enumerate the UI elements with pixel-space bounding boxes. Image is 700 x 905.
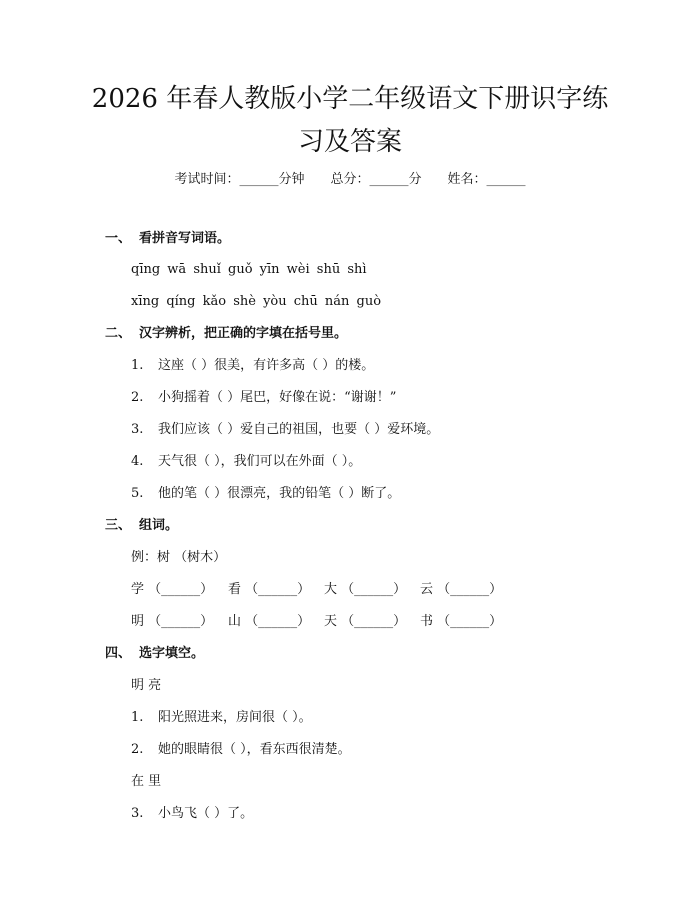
question-number: 3.	[131, 422, 144, 437]
question-item	[131, 453, 361, 471]
question-item	[131, 389, 396, 407]
pinyin-line-1: qīng wā shuǐ guǒ yīn wèi shū shì	[131, 262, 367, 277]
word-blank: 山 （______）	[228, 614, 311, 629]
title-line-1: 2026 年春人教版小学二年级语文下册识字练	[91, 84, 609, 114]
question-item	[131, 805, 253, 823]
question-text: 小鸟飞（ ）了。	[158, 806, 254, 821]
question-text: 天气很（ ），我们可以在外面（ ）。	[158, 454, 362, 469]
question-item	[131, 709, 312, 727]
question-number: 1.	[131, 358, 144, 373]
pinyin-line-2: xīng qíng kǎo shè yòu chū nán guò	[131, 294, 382, 309]
section-number: 二、	[105, 326, 132, 341]
section-title: 看拼音写词语。	[139, 231, 231, 246]
section-number: 四、	[105, 646, 132, 661]
word-blank: 天 （______）	[324, 614, 407, 629]
question-item	[131, 421, 439, 439]
section-number: 一、	[105, 231, 132, 246]
question-item	[131, 485, 400, 503]
question-item	[131, 357, 374, 375]
question-text: 我们应该（ ）爱自己的祖国，也要（ ）爱环境。	[158, 422, 440, 437]
word-blank: 看 （______）	[228, 582, 311, 597]
example-line: 例：树 （树木）	[131, 550, 227, 565]
exam-info	[0, 168, 700, 187]
section-number: 三、	[105, 518, 132, 533]
word-blank: 云 （______）	[420, 582, 503, 597]
question-text: 她的眼睛很（ ），看东西很清楚。	[158, 742, 351, 757]
section-1-heading	[105, 230, 230, 248]
word-choice-group: 在 里	[131, 774, 162, 789]
question-number: 4.	[131, 454, 144, 469]
word-blank: 大 （______）	[324, 582, 407, 597]
section-title: 汉字辨析，把正确的字填在括号里。	[139, 326, 348, 341]
exam-time: 考试时间：______分钟	[174, 172, 305, 187]
question-number: 2.	[131, 390, 144, 405]
section-2-heading	[105, 325, 347, 343]
word-blank: 明 （______）	[131, 614, 214, 629]
section-3-heading	[105, 517, 178, 535]
question-text: 这座（ ）很美，有许多高（ ）的楼。	[158, 358, 375, 373]
section-title: 选字填空。	[139, 646, 205, 661]
question-text: 小狗摇着（ ）尾巴，好像在说：“谢谢！”	[158, 390, 397, 405]
question-item	[131, 741, 351, 759]
question-text: 阳光照进来，房间很（ ）。	[158, 710, 312, 725]
question-number: 3.	[131, 806, 144, 821]
document-title	[60, 78, 640, 164]
total-score: 总分：______分	[330, 172, 422, 187]
section-title: 组词。	[139, 518, 179, 533]
title-line-2: 习及答案	[297, 127, 402, 157]
word-choice-group: 明 亮	[131, 678, 162, 693]
word-blank: 书 （______）	[420, 614, 503, 629]
word-blank: 学 （______）	[131, 582, 214, 597]
student-name: 姓名：______	[447, 172, 526, 187]
question-number: 2.	[131, 742, 144, 757]
question-text: 他的笔（ ）很漂亮，我的铅笔（ ）断了。	[158, 486, 401, 501]
section-4-heading	[105, 645, 204, 663]
question-number: 5.	[131, 486, 144, 501]
question-number: 1.	[131, 710, 144, 725]
